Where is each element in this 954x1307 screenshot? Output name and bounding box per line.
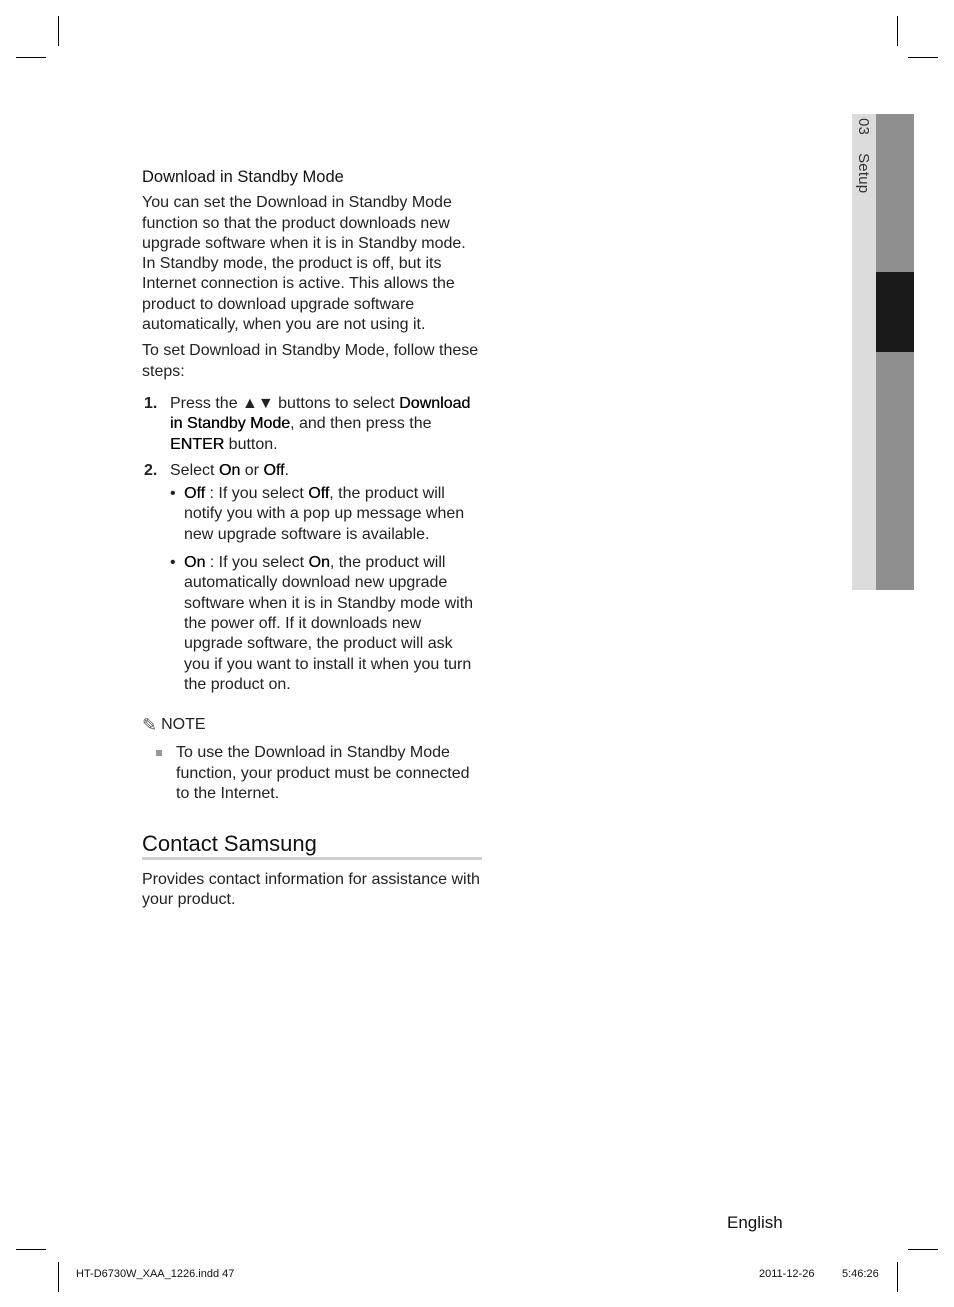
option-text: : If you select xyxy=(205,485,309,503)
step-bold-text: Off xyxy=(263,461,285,479)
crop-mark xyxy=(908,57,938,58)
crop-mark xyxy=(16,57,46,58)
side-tab-bar xyxy=(876,114,914,590)
step-text: . xyxy=(284,461,289,479)
step-number: 1. xyxy=(144,394,158,412)
step-item xyxy=(142,461,482,695)
note-item xyxy=(142,743,482,804)
page-language: English xyxy=(727,1213,783,1232)
option-item xyxy=(170,553,482,695)
option-name: Off xyxy=(308,485,330,503)
crop-mark xyxy=(897,1262,898,1292)
step-bold-text: ENTER xyxy=(170,435,225,453)
step-text: or xyxy=(240,461,264,479)
intro-paragraph: You can set the Download in Standby Mode function so that the product downloads new upgrade software when it is in Standby mode. In Standby mode, the product is off, but its Internet connection is active. This allows the product to download upgrade software automatically, when you are not using it. xyxy=(142,194,466,334)
note-header xyxy=(142,715,482,735)
step-text: Press the ▲▼ buttons to select xyxy=(170,394,400,412)
bullet-icon: • xyxy=(170,554,176,572)
square-bullet-icon xyxy=(156,750,162,756)
crop-mark xyxy=(58,16,59,46)
pencil-icon: ✎ xyxy=(142,715,158,736)
step-bold-text: On xyxy=(218,461,241,479)
side-tab-active-marker xyxy=(876,272,914,352)
print-slug-date: 2011-12-26 xyxy=(759,1268,815,1280)
bullet-icon: • xyxy=(170,485,176,503)
section-heading: Download in Standby Mode xyxy=(142,168,344,186)
contact-heading: Contact Samsung xyxy=(142,834,482,859)
option-name: Off xyxy=(184,485,206,503)
side-tab-label xyxy=(855,118,872,193)
print-slug-file: HT-D6730W_XAA_1226.indd 47 xyxy=(76,1268,235,1280)
step-number: 2. xyxy=(144,461,158,479)
chapter-title: Setup xyxy=(855,153,872,194)
option-list xyxy=(170,484,482,695)
option-text: , the product will notify you with a pop up message when new upgrade software is available. xyxy=(184,485,465,543)
steps-intro: To set Download in Standby Mode, follow these steps: xyxy=(142,342,479,380)
note-label: NOTE xyxy=(161,716,206,734)
crop-mark xyxy=(58,1262,59,1292)
steps-list xyxy=(142,394,482,695)
step-text: , and then press the xyxy=(290,415,432,433)
option-text: , the product will automatically download new upgrade software when it is in Standby mode with the power off. If it downloads new upgrade software, the product will ask you if you want to install it when you turn the product on. xyxy=(184,554,474,693)
contact-description: Provides contact information for assistance with your product. xyxy=(142,870,480,908)
step-text: button. xyxy=(224,435,278,453)
step-text: Select xyxy=(170,461,219,479)
crop-mark xyxy=(908,1249,938,1250)
option-name: On xyxy=(308,554,330,572)
chapter-number: 03 xyxy=(855,118,872,136)
option-item xyxy=(170,484,482,545)
option-name: On xyxy=(184,554,206,572)
crop-mark xyxy=(897,16,898,46)
print-slug-time: 5:46:26 xyxy=(842,1268,879,1280)
crop-mark xyxy=(16,1249,46,1250)
step-bold-text: Download in Standby Mode xyxy=(170,394,471,433)
step-item xyxy=(142,394,482,455)
main-content xyxy=(142,167,482,916)
option-text: : If you select xyxy=(205,554,309,572)
note-text: To use the Download in Standby Mode function, your product must be connected to the Internet. xyxy=(176,744,470,803)
